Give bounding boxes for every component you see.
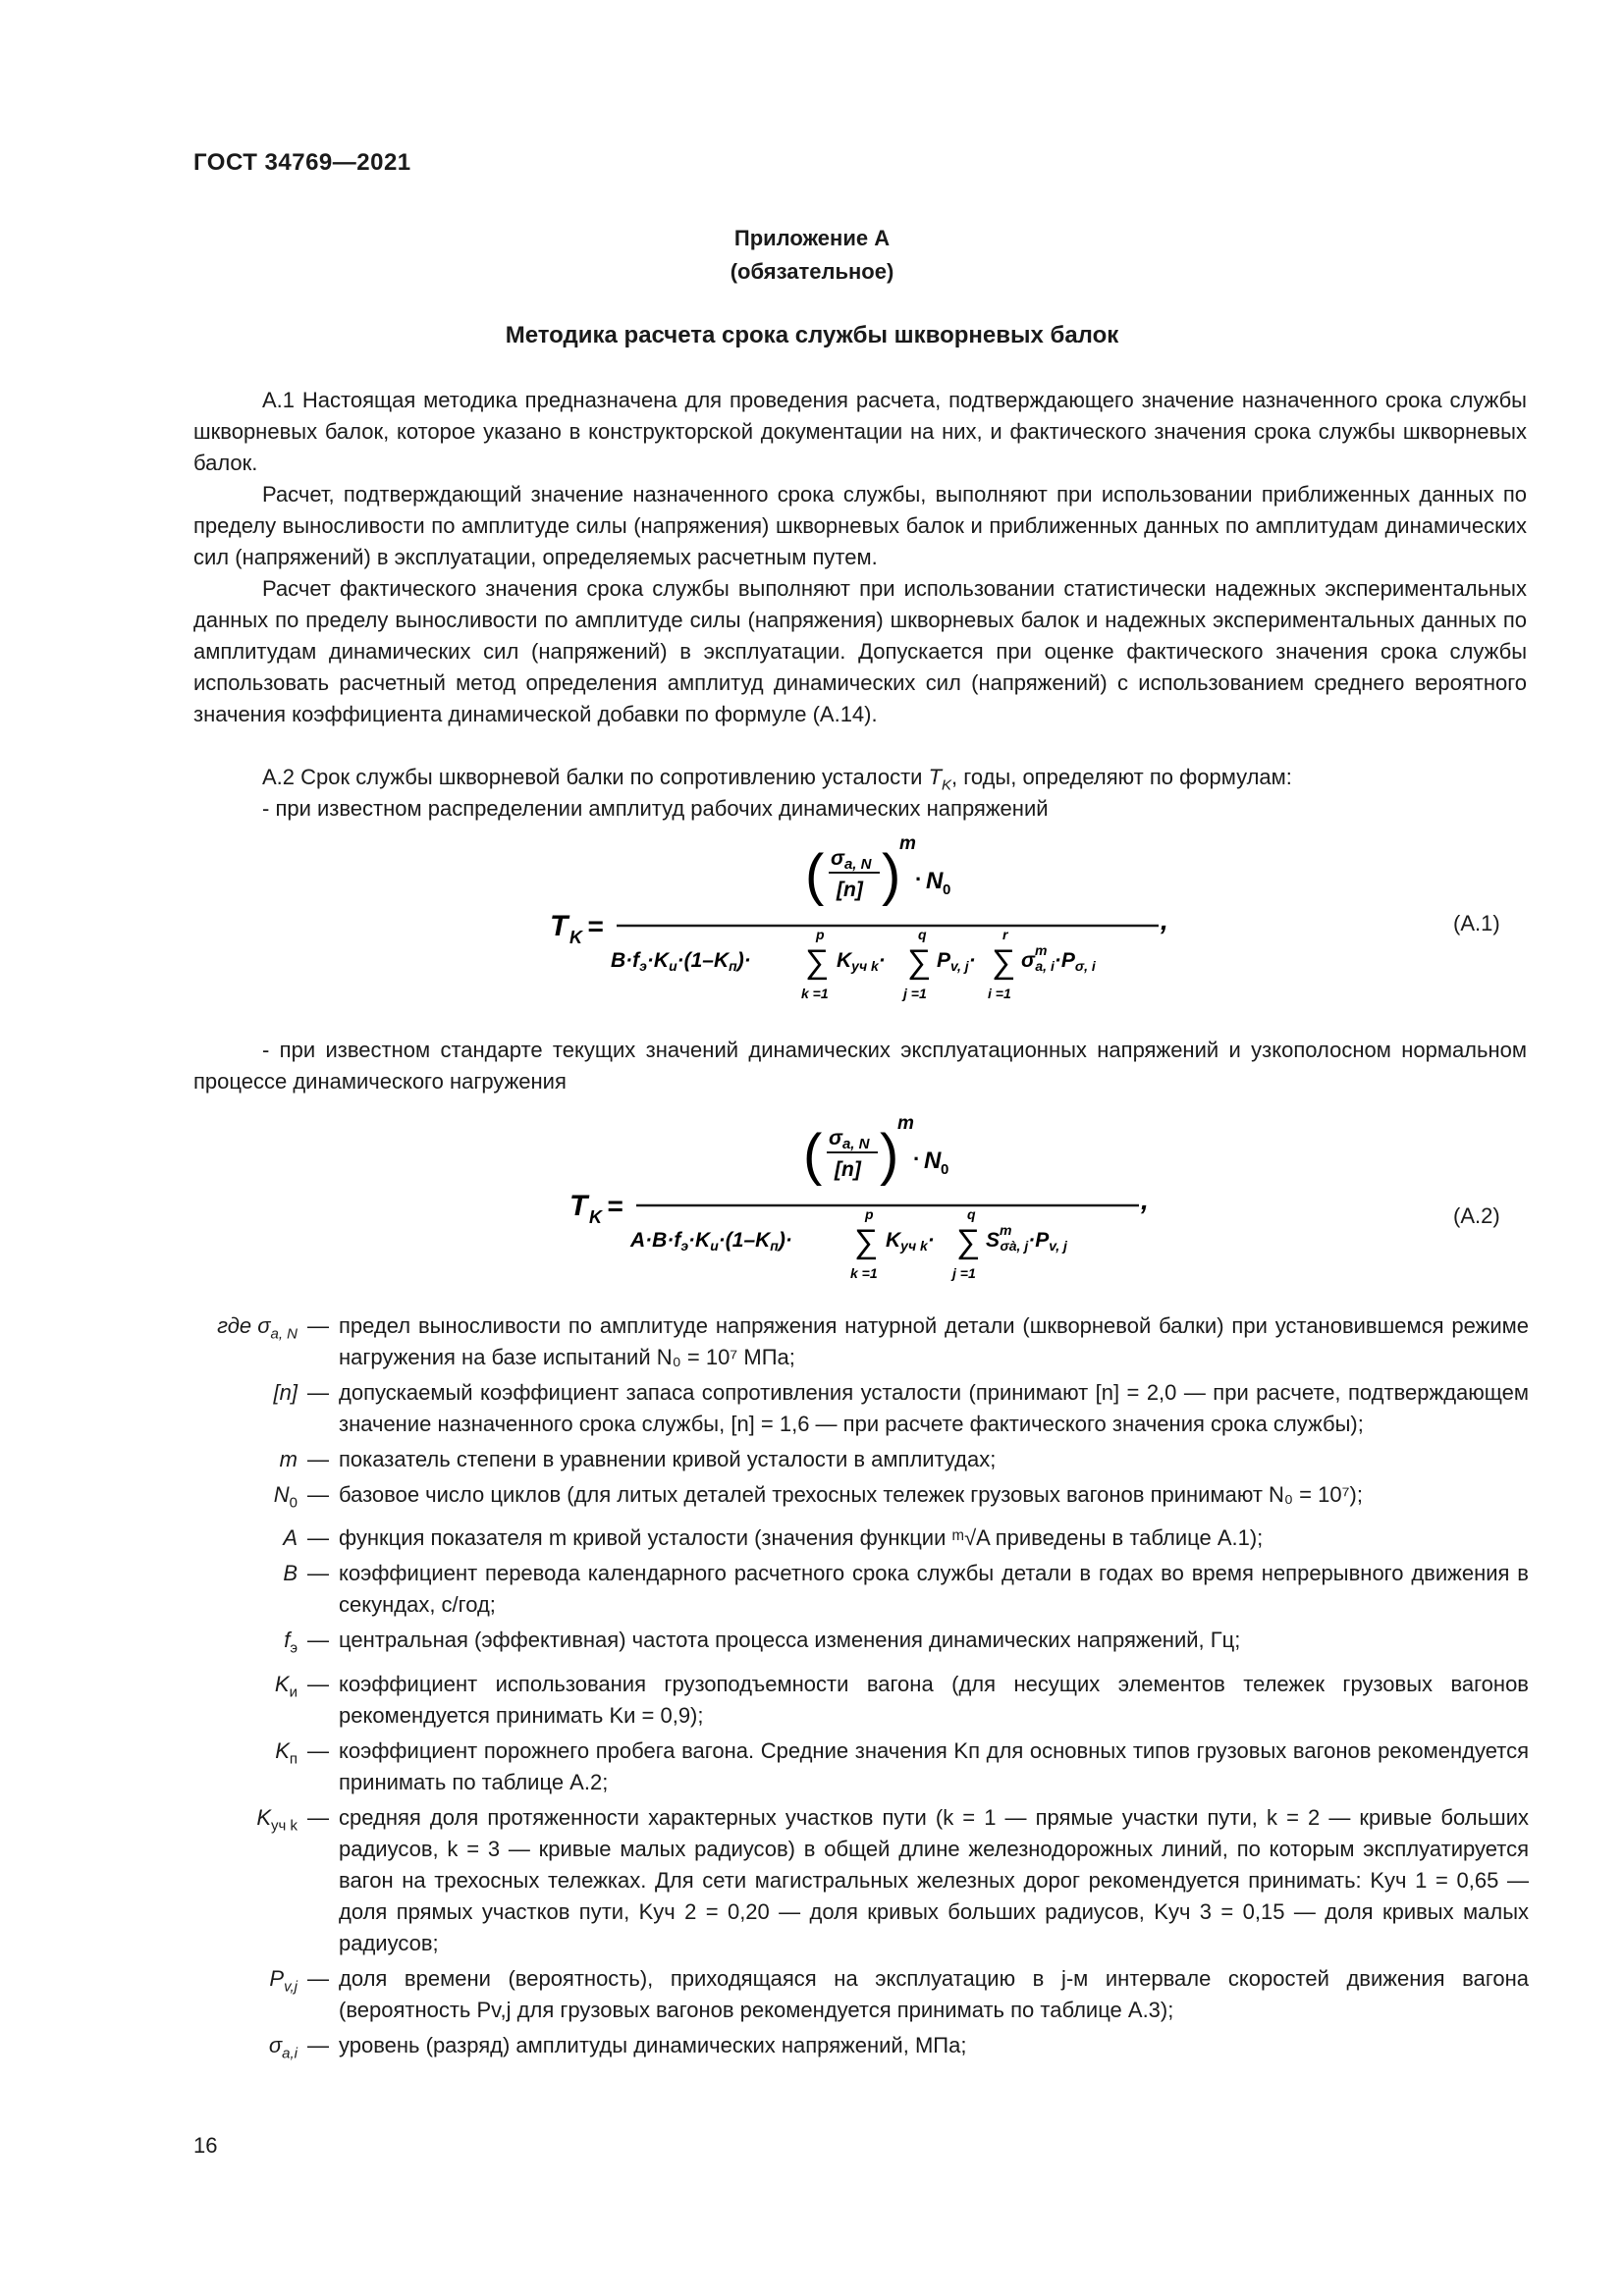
- definition-k-uch: $K_{уч k}$ — средняя доля протяженности характерных участков пути (k = 1 — прямые участки пути, k = 2 — кривые больших радиусов, k = 3 — кривые малых радиусов) в общей длине железнодорожных линий, по которым эксплуатируется вагон на трехосных тележках. Для сети магистральных железных дорог рекомендуется принимать: Kуч 1 = 0,65 — доля прямых участков пути, Kуч 2 = 0,20 — доля кривых больших радиусов, Kуч 3 = 0,15 — доля кривых малых радиусов;: [256, 1804, 1529, 1955]
- svg-text:A·B·fэ·Kи·(1–Kп)·: A·B·fэ·Kи·(1–Kп)·: [630, 1229, 792, 1254]
- method-title: Методика расчета срока службы шкворневых балок: [505, 322, 1119, 348]
- svg-text:Smσà, j·Pv, j: $S^m$ σà, j·Pv, j: [986, 1222, 1067, 1254]
- svg-text:B·fэ·Kи·(1–Kп)·: B·fэ·Kи·(1–Kп)·: [611, 949, 751, 974]
- annex-status: (обязательное): [730, 259, 894, 284]
- svg-text:·: ·: [913, 1147, 921, 1171]
- svg-text:q: q: [918, 927, 927, 942]
- svg-text:i =1: i =1: [988, 986, 1011, 1001]
- svg-text:(: (: [805, 843, 825, 907]
- formula-a1-number: (А.1): [1453, 911, 1500, 935]
- svg-text:∑: ∑: [956, 1223, 981, 1260]
- svg-text:0: 0: [941, 1161, 949, 1178]
- svg-text:,: ,: [1161, 905, 1168, 935]
- svg-text:σma, i·Pσ, i: $\sigma^m$ a, i·Pσ, i: [1021, 942, 1096, 974]
- definition-a: A — функция показателя m кривой усталости (значения функции ᵐ√A приведены в таблице А.1);: [283, 1525, 1264, 1551]
- svg-text:∑: ∑: [805, 943, 830, 981]
- page-number: 16: [193, 2133, 218, 2158]
- paragraph-a1: А.1 Настоящая методика предназначена для проведения расчета, подтверждающего значение назначенного срока службы шкворневых балок, которое указано в конструкторской документации на них, и фактического значения срока службы шкворневых балок.: [193, 388, 1527, 475]
- svg-text:): ): [880, 1123, 899, 1187]
- svg-text:,: ,: [1141, 1185, 1149, 1215]
- svg-text:σa, N: σa, N: [831, 847, 872, 873]
- standard-header: ГОСТ 34769—2021: [193, 149, 411, 176]
- svg-text:N: N: [926, 868, 944, 894]
- annex-title: Приложение А: [733, 226, 891, 250]
- formula-a2-number: (А.2): [1453, 1203, 1500, 1228]
- svg-text:k =1: k =1: [801, 986, 829, 1001]
- svg-text:r: r: [1002, 927, 1008, 942]
- svg-text:Pv, j·: Pv, j·: [937, 949, 976, 974]
- formula-a1: [540, 829, 1227, 1016]
- formula-a2: [560, 1109, 1227, 1286]
- definition-sigma-a-n: где $\sigma_{a, N}$ — предел выносливости по амплитуде напряжения натурной детали (шкворневой балки) при установившемся режиме нагружения на базе испытаний N₀ = 10⁷ МПа;: [217, 1313, 1529, 1369]
- svg-text:m: m: [897, 1113, 914, 1134]
- definition-f-e: $f_э$ — центральная (эффективная) частота процесса изменения динамических напряжений, Гц;: [284, 1628, 1241, 1657]
- definition-p-vj: $P_{v,j}$ — доля времени (вероятность), приходящаяся на эксплуатацию в j-м интервале скоростей движения вагона (вероятность Pv,j для грузовых вагонов рекомендуется принимать по таблице А.3);: [269, 1965, 1529, 2022]
- svg-text:T: T: [569, 1190, 588, 1222]
- paragraph-a2: А.2 Срок службы шкворневой балки по сопротивлению усталости $T_K$, годы, определяют по формулам:: [262, 765, 1292, 794]
- svg-text:∑: ∑: [907, 943, 932, 981]
- definition-b: B — коэффициент перевода календарного расчетного срока службы детали в годах во время непрерывного движения в секундах, с/год;: [283, 1561, 1529, 1618]
- svg-text:m: m: [899, 833, 916, 854]
- definition-sigma-ai: $\sigma_{a,i}$ — уровень (разряд) амплитуды динамических напряжений, МПа;: [268, 2032, 967, 2062]
- definition-n-margin: [n] — допускаемый коэффициент запаса сопротивления усталости (принимают [n] = 2,0 — при расчете, подтверждающем значение назначенного срока службы, [n] = 1,6 — при расчете фактического значения срока службы);: [273, 1380, 1529, 1436]
- svg-text:[n]: [n]: [837, 879, 863, 901]
- svg-text:∑: ∑: [992, 943, 1016, 981]
- svg-text:k =1: k =1: [850, 1265, 878, 1281]
- svg-text:q: q: [967, 1206, 976, 1222]
- case-1-text: - при известном распределении амплитуд рабочих динамических напряжений: [262, 796, 1049, 821]
- svg-text:=: =: [587, 911, 604, 941]
- definition-k-p: $K_п$ — коэффициент порожнего пробега вагона. Средние значения Kп для основных типов грузовых вагонов рекомендуется принимать по таблице А.2;: [275, 1737, 1529, 1794]
- definition-m: m — показатель степени в уравнении кривой усталости в амплитудах;: [279, 1447, 997, 1471]
- svg-text:j =1: j =1: [903, 986, 927, 1001]
- svg-text:j =1: j =1: [952, 1265, 976, 1281]
- svg-text:σa, N: σa, N: [829, 1127, 870, 1152]
- svg-text:N: N: [924, 1148, 942, 1174]
- svg-text:T: T: [550, 910, 568, 942]
- paragraph-3: Расчет фактического значения срока службы выполняют при использовании статистически надежных экспериментальных данных по пределу выносливости по амплитуде силы (напряжения) шкворневых балок и надежных экспериментальных данных по амплитудам динамических сил (напряжений) в эксплуатации. Допускается при оценке фактического значения срока службы использовать расчетный метод определения амплитуд динамических сил (напряжений) с использованием среднего вероятного значения коэффициента динамической добавки по формуле (А.14).: [193, 576, 1527, 726]
- svg-text:Kуч k·: Kуч k·: [837, 949, 886, 974]
- svg-text:Kуч k·: Kуч k·: [886, 1229, 935, 1254]
- definitions-list: [193, 1310, 1529, 2073]
- definition-k-i: $K_и$ — коэффициент использования грузоподъемности вагона (для несущих элементов тележек грузовых вагонов рекомендуется принимать Kи = 0,9);: [274, 1671, 1529, 1728]
- svg-text:·: ·: [915, 867, 923, 891]
- svg-text:∑: ∑: [854, 1223, 879, 1260]
- paragraph-2: Расчет, подтверждающий значение назначенного срока службы, выполняют при использовании приближенных данных по пределу выносливости по амплитуде силы (напряжения) шкворневых балок и приближенных данных по амплитудам динамических сил (напряжений) в эксплуатации, определяемых расчетным путем.: [193, 482, 1527, 569]
- case-2-text: - при известном стандарте текущих значений динамических эксплуатационных напряжений и узкополосном нормальном процессе динамического нагружения: [193, 1038, 1527, 1094]
- svg-text:[n]: [n]: [835, 1158, 861, 1181]
- svg-text:p: p: [865, 1206, 874, 1222]
- svg-text:=: =: [607, 1191, 623, 1221]
- svg-text:p: p: [816, 927, 825, 942]
- svg-text:K: K: [569, 928, 582, 947]
- svg-text:0: 0: [943, 881, 951, 898]
- definition-n0: $N_0$ — базовое число циклов (для литых деталей трехосных тележек грузовых вагонов принимают N₀ = 10⁷);: [273, 1482, 1363, 1512]
- svg-text:(: (: [803, 1123, 823, 1187]
- svg-text:): ): [882, 843, 901, 907]
- svg-text:K: K: [589, 1207, 602, 1227]
